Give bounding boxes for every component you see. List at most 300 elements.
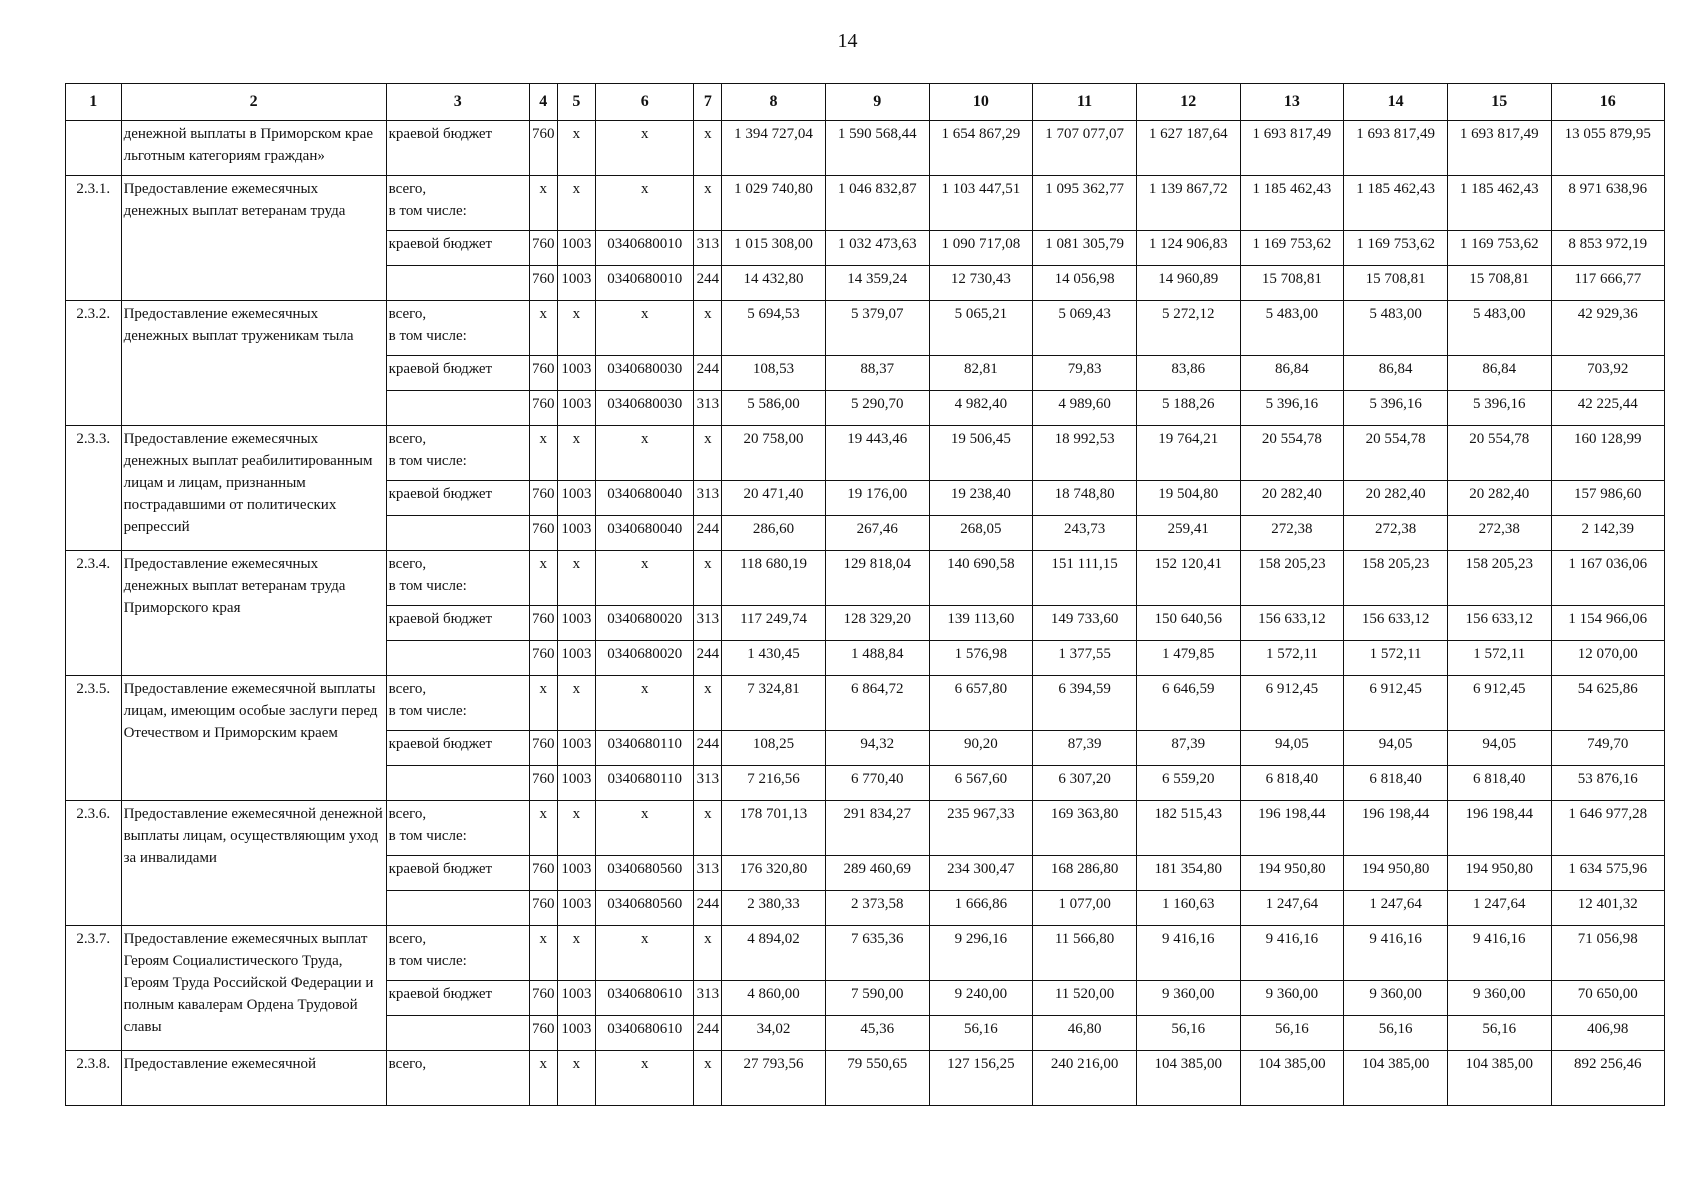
value-col-13: 196 198,44	[1240, 801, 1344, 856]
column-header-3: 3	[386, 84, 529, 121]
value-col-15: 5 483,00	[1447, 301, 1551, 356]
value-col-11: 1 077,00	[1033, 891, 1137, 926]
value-col-10: 1 666,86	[929, 891, 1033, 926]
value-col-11: 240 216,00	[1033, 1051, 1137, 1106]
code-c7: х	[694, 926, 722, 981]
value-col-8: 108,25	[722, 731, 826, 766]
table-row	[66, 426, 1665, 481]
code-c5: 1003	[557, 731, 595, 766]
funding-source: краевой бюджет	[386, 981, 529, 1016]
funding-source: краевой бюджет	[386, 731, 529, 766]
value-col-9: 1 590 568,44	[825, 121, 929, 176]
value-col-16: 12 401,32	[1551, 891, 1664, 926]
value-col-8: 7 216,56	[722, 766, 826, 801]
value-col-11: 151 111,15	[1033, 551, 1137, 606]
value-col-12: 9 416,16	[1136, 926, 1240, 981]
row-number	[66, 121, 122, 176]
value-col-9: 2 373,58	[825, 891, 929, 926]
value-col-9: 19 443,46	[825, 426, 929, 481]
code-c4: х	[529, 426, 557, 481]
code-c5: 1003	[557, 641, 595, 676]
value-col-9: 1 046 832,87	[825, 176, 929, 231]
table-row	[66, 676, 1665, 731]
value-col-8: 4 894,02	[722, 926, 826, 981]
code-c5: 1003	[557, 1016, 595, 1051]
value-col-8: 5 586,00	[722, 391, 826, 426]
header-row	[66, 84, 1665, 121]
code-c7: х	[694, 176, 722, 231]
row-number: 2.3.8.	[66, 1051, 122, 1106]
funding-source: всего, в том числе:	[386, 426, 529, 481]
value-col-10: 6 657,80	[929, 676, 1033, 731]
value-col-14: 9 360,00	[1344, 981, 1448, 1016]
code-c6: х	[596, 121, 694, 176]
funding-source: краевой бюджет	[386, 481, 529, 516]
value-col-8: 176 320,80	[722, 856, 826, 891]
funding-source: всего, в том числе:	[386, 301, 529, 356]
value-col-14: 1 572,11	[1344, 641, 1448, 676]
value-col-16: 1 634 575,96	[1551, 856, 1664, 891]
code-c5: 1003	[557, 606, 595, 641]
code-c4: 760	[529, 981, 557, 1016]
value-col-8: 2 380,33	[722, 891, 826, 926]
code-c7: 313	[694, 981, 722, 1016]
value-col-14: 5 396,16	[1344, 391, 1448, 426]
funding-source: всего, в том числе:	[386, 676, 529, 731]
code-c5: х	[557, 301, 595, 356]
value-col-16: 8 971 638,96	[1551, 176, 1664, 231]
value-col-14: 9 416,16	[1344, 926, 1448, 981]
value-col-15: 158 205,23	[1447, 551, 1551, 606]
value-col-10: 235 967,33	[929, 801, 1033, 856]
code-c5: 1003	[557, 266, 595, 301]
value-col-11: 5 069,43	[1033, 301, 1137, 356]
code-c6: 0340680610	[596, 981, 694, 1016]
value-col-16: 1 154 966,06	[1551, 606, 1664, 641]
code-c4: 760	[529, 606, 557, 641]
code-c7: 313	[694, 391, 722, 426]
value-col-10: 1 654 867,29	[929, 121, 1033, 176]
code-c7: х	[694, 801, 722, 856]
value-col-14: 86,84	[1344, 356, 1448, 391]
value-col-10: 5 065,21	[929, 301, 1033, 356]
code-c6: 0340680110	[596, 766, 694, 801]
value-col-12: 56,16	[1136, 1016, 1240, 1051]
value-col-8: 286,60	[722, 516, 826, 551]
code-c5: х	[557, 426, 595, 481]
value-col-10: 1 576,98	[929, 641, 1033, 676]
value-col-12: 19 504,80	[1136, 481, 1240, 516]
value-col-10: 19 238,40	[929, 481, 1033, 516]
value-col-10: 1 090 717,08	[929, 231, 1033, 266]
table-row	[66, 121, 1665, 176]
code-c7: 313	[694, 766, 722, 801]
code-c5: х	[557, 121, 595, 176]
column-header-14: 14	[1344, 84, 1448, 121]
value-col-15: 1 169 753,62	[1447, 231, 1551, 266]
value-col-13: 9 360,00	[1240, 981, 1344, 1016]
value-col-14: 194 950,80	[1344, 856, 1448, 891]
code-c7: 313	[694, 606, 722, 641]
column-header-5: 5	[557, 84, 595, 121]
value-col-9: 7 590,00	[825, 981, 929, 1016]
code-c5: х	[557, 176, 595, 231]
column-header-11: 11	[1033, 84, 1137, 121]
value-col-12: 9 360,00	[1136, 981, 1240, 1016]
value-col-12: 259,41	[1136, 516, 1240, 551]
value-col-8: 27 793,56	[722, 1051, 826, 1106]
value-col-12: 83,86	[1136, 356, 1240, 391]
value-col-9: 5 290,70	[825, 391, 929, 426]
code-c4: 760	[529, 356, 557, 391]
value-col-10: 139 113,60	[929, 606, 1033, 641]
value-col-9: 19 176,00	[825, 481, 929, 516]
value-col-11: 6 307,20	[1033, 766, 1137, 801]
value-col-11: 11 520,00	[1033, 981, 1137, 1016]
value-col-14: 56,16	[1344, 1016, 1448, 1051]
row-name: денежной выплаты в Приморском крае льготным категориям граждан»	[121, 121, 386, 176]
value-col-9: 1 488,84	[825, 641, 929, 676]
code-c6: х	[596, 676, 694, 731]
value-col-15: 196 198,44	[1447, 801, 1551, 856]
value-col-8: 108,53	[722, 356, 826, 391]
row-name: Предоставление ежемесячных выплат Героям Социалистического Труда, Героям Труда Российской Федерации и полным кавалерам Ордена Трудовой славы	[121, 926, 386, 1051]
code-c4: х	[529, 176, 557, 231]
table-body	[66, 121, 1665, 1106]
code-c4: 760	[529, 121, 557, 176]
code-c7: х	[694, 676, 722, 731]
value-col-8: 178 701,13	[722, 801, 826, 856]
code-c4: 760	[529, 481, 557, 516]
value-col-13: 94,05	[1240, 731, 1344, 766]
value-col-9: 291 834,27	[825, 801, 929, 856]
value-col-13: 272,38	[1240, 516, 1344, 551]
code-c5: х	[557, 551, 595, 606]
value-col-11: 168 286,80	[1033, 856, 1137, 891]
value-col-13: 20 554,78	[1240, 426, 1344, 481]
value-col-15: 104 385,00	[1447, 1051, 1551, 1106]
value-col-13: 5 483,00	[1240, 301, 1344, 356]
value-col-10: 90,20	[929, 731, 1033, 766]
value-col-13: 1 247,64	[1240, 891, 1344, 926]
value-col-16: 2 142,39	[1551, 516, 1664, 551]
code-c7: х	[694, 301, 722, 356]
value-col-16: 160 128,99	[1551, 426, 1664, 481]
code-c6: х	[596, 1051, 694, 1106]
code-c6: 0340680560	[596, 856, 694, 891]
value-col-10: 82,81	[929, 356, 1033, 391]
funding-source	[386, 766, 529, 801]
column-header-8: 8	[722, 84, 826, 121]
code-c6: 0340680560	[596, 891, 694, 926]
code-c6: 0340680010	[596, 231, 694, 266]
code-c6: х	[596, 551, 694, 606]
value-col-9: 14 359,24	[825, 266, 929, 301]
value-col-13: 9 416,16	[1240, 926, 1344, 981]
code-c7: 244	[694, 266, 722, 301]
column-header-2: 2	[121, 84, 386, 121]
code-c5: 1003	[557, 766, 595, 801]
funding-source	[386, 641, 529, 676]
value-col-10: 268,05	[929, 516, 1033, 551]
column-header-10: 10	[929, 84, 1033, 121]
column-header-7: 7	[694, 84, 722, 121]
value-col-10: 1 103 447,51	[929, 176, 1033, 231]
value-col-11: 1 081 305,79	[1033, 231, 1137, 266]
value-col-9: 88,37	[825, 356, 929, 391]
value-col-11: 46,80	[1033, 1016, 1137, 1051]
code-c4: х	[529, 551, 557, 606]
value-col-12: 152 120,41	[1136, 551, 1240, 606]
value-col-9: 45,36	[825, 1016, 929, 1051]
funding-source	[386, 266, 529, 301]
value-col-10: 127 156,25	[929, 1051, 1033, 1106]
code-c4: 760	[529, 891, 557, 926]
value-col-9: 1 032 473,63	[825, 231, 929, 266]
value-col-12: 1 124 906,83	[1136, 231, 1240, 266]
value-col-15: 9 360,00	[1447, 981, 1551, 1016]
value-col-14: 104 385,00	[1344, 1051, 1448, 1106]
value-col-13: 1 572,11	[1240, 641, 1344, 676]
row-number: 2.3.3.	[66, 426, 122, 551]
funding-source: краевой бюджет	[386, 231, 529, 266]
value-col-10: 4 982,40	[929, 391, 1033, 426]
value-col-16: 703,92	[1551, 356, 1664, 391]
row-number: 2.3.5.	[66, 676, 122, 801]
value-col-15: 15 708,81	[1447, 266, 1551, 301]
value-col-14: 272,38	[1344, 516, 1448, 551]
value-col-13: 15 708,81	[1240, 266, 1344, 301]
code-c6: х	[596, 176, 694, 231]
value-col-11: 4 989,60	[1033, 391, 1137, 426]
row-number: 2.3.7.	[66, 926, 122, 1051]
value-col-13: 1 169 753,62	[1240, 231, 1344, 266]
code-c6: 0340680040	[596, 481, 694, 516]
value-col-14: 5 483,00	[1344, 301, 1448, 356]
column-header-13: 13	[1240, 84, 1344, 121]
code-c6: х	[596, 801, 694, 856]
table-row	[66, 551, 1665, 606]
value-col-16: 157 986,60	[1551, 481, 1664, 516]
value-col-8: 118 680,19	[722, 551, 826, 606]
value-col-16: 42 929,36	[1551, 301, 1664, 356]
value-col-14: 6 912,45	[1344, 676, 1448, 731]
funding-source: краевой бюджет	[386, 356, 529, 391]
funding-source: всего, в том числе:	[386, 926, 529, 981]
code-c6: 0340680040	[596, 516, 694, 551]
value-col-12: 1 627 187,64	[1136, 121, 1240, 176]
code-c5: х	[557, 1051, 595, 1106]
value-col-13: 6 818,40	[1240, 766, 1344, 801]
value-col-8: 1 029 740,80	[722, 176, 826, 231]
value-col-11: 1 377,55	[1033, 641, 1137, 676]
value-col-11: 1 095 362,77	[1033, 176, 1137, 231]
code-c4: 760	[529, 641, 557, 676]
code-c4: х	[529, 801, 557, 856]
code-c4: 760	[529, 266, 557, 301]
table-row	[66, 176, 1665, 231]
value-col-8: 4 860,00	[722, 981, 826, 1016]
code-c4: 760	[529, 391, 557, 426]
row-name: Предоставление ежемесячной	[121, 1051, 386, 1106]
value-col-15: 20 554,78	[1447, 426, 1551, 481]
column-header-16: 16	[1551, 84, 1664, 121]
funding-source	[386, 516, 529, 551]
code-c7: 244	[694, 1016, 722, 1051]
value-col-11: 79,83	[1033, 356, 1137, 391]
row-name: Предоставление ежемесячной выплаты лицам, имеющим особые заслуги перед Отечеством и Приморским краем	[121, 676, 386, 801]
code-c4: х	[529, 1051, 557, 1106]
code-c5: 1003	[557, 516, 595, 551]
code-c6: х	[596, 426, 694, 481]
value-col-16: 70 650,00	[1551, 981, 1664, 1016]
value-col-15: 1 247,64	[1447, 891, 1551, 926]
value-col-12: 6 646,59	[1136, 676, 1240, 731]
code-c4: х	[529, 676, 557, 731]
funding-source	[386, 891, 529, 926]
value-col-13: 1 185 462,43	[1240, 176, 1344, 231]
value-col-16: 892 256,46	[1551, 1051, 1664, 1106]
value-col-15: 56,16	[1447, 1016, 1551, 1051]
value-col-13: 6 912,45	[1240, 676, 1344, 731]
value-col-12: 5 188,26	[1136, 391, 1240, 426]
column-header-1: 1	[66, 84, 122, 121]
value-col-16: 42 225,44	[1551, 391, 1664, 426]
value-col-9: 128 329,20	[825, 606, 929, 641]
value-col-13: 1 693 817,49	[1240, 121, 1344, 176]
value-col-14: 6 818,40	[1344, 766, 1448, 801]
value-col-12: 1 479,85	[1136, 641, 1240, 676]
value-col-13: 86,84	[1240, 356, 1344, 391]
value-col-16: 749,70	[1551, 731, 1664, 766]
funding-source: краевой бюджет	[386, 856, 529, 891]
column-header-15: 15	[1447, 84, 1551, 121]
value-col-8: 5 694,53	[722, 301, 826, 356]
code-c6: х	[596, 301, 694, 356]
value-col-14: 196 198,44	[1344, 801, 1448, 856]
row-name: Предоставление ежемесячных денежных выплат труженикам тыла	[121, 301, 386, 426]
code-c4: 760	[529, 766, 557, 801]
value-col-8: 1 430,45	[722, 641, 826, 676]
value-col-10: 9 240,00	[929, 981, 1033, 1016]
row-name: Предоставление ежемесячных денежных выплат ветеранам труда	[121, 176, 386, 301]
funding-source	[386, 1016, 529, 1051]
value-col-12: 150 640,56	[1136, 606, 1240, 641]
code-c6: 0340680020	[596, 641, 694, 676]
value-col-12: 87,39	[1136, 731, 1240, 766]
value-col-12: 182 515,43	[1136, 801, 1240, 856]
value-col-15: 6 912,45	[1447, 676, 1551, 731]
code-c5: 1003	[557, 231, 595, 266]
value-col-13: 104 385,00	[1240, 1051, 1344, 1106]
value-col-15: 94,05	[1447, 731, 1551, 766]
code-c4: х	[529, 301, 557, 356]
value-col-14: 156 633,12	[1344, 606, 1448, 641]
column-header-6: 6	[596, 84, 694, 121]
code-c4: 760	[529, 856, 557, 891]
value-col-14: 20 282,40	[1344, 481, 1448, 516]
value-col-11: 14 056,98	[1033, 266, 1137, 301]
value-col-12: 6 559,20	[1136, 766, 1240, 801]
row-name: Предоставление ежемесячной денежной выплаты лицам, осуществляющим уход за инвалидами	[121, 801, 386, 926]
value-col-9: 129 818,04	[825, 551, 929, 606]
code-c6: 0340680030	[596, 356, 694, 391]
page-number: 14	[837, 30, 858, 52]
value-col-12: 104 385,00	[1136, 1051, 1240, 1106]
value-col-10: 9 296,16	[929, 926, 1033, 981]
code-c4: 760	[529, 731, 557, 766]
value-col-13: 158 205,23	[1240, 551, 1344, 606]
code-c5: х	[557, 676, 595, 731]
value-col-16: 53 876,16	[1551, 766, 1664, 801]
code-c7: 244	[694, 356, 722, 391]
value-col-15: 194 950,80	[1447, 856, 1551, 891]
value-col-9: 94,32	[825, 731, 929, 766]
value-col-11: 18 992,53	[1033, 426, 1137, 481]
value-col-11: 11 566,80	[1033, 926, 1137, 981]
value-col-15: 1 693 817,49	[1447, 121, 1551, 176]
value-col-13: 56,16	[1240, 1016, 1344, 1051]
value-col-8: 1 015 308,00	[722, 231, 826, 266]
value-col-10: 56,16	[929, 1016, 1033, 1051]
value-col-16: 117 666,77	[1551, 266, 1664, 301]
code-c6: 0340680030	[596, 391, 694, 426]
code-c7: х	[694, 1051, 722, 1106]
code-c5: х	[557, 801, 595, 856]
budget-table	[65, 83, 1665, 1106]
value-col-11: 169 363,80	[1033, 801, 1137, 856]
value-col-8: 117 249,74	[722, 606, 826, 641]
funding-source: всего,	[386, 1051, 529, 1106]
code-c7: 313	[694, 856, 722, 891]
code-c6: х	[596, 926, 694, 981]
value-col-15: 86,84	[1447, 356, 1551, 391]
funding-source: всего, в том числе:	[386, 551, 529, 606]
code-c4: 760	[529, 231, 557, 266]
table-row	[66, 1051, 1665, 1106]
value-col-12: 5 272,12	[1136, 301, 1240, 356]
value-col-10: 140 690,58	[929, 551, 1033, 606]
code-c7: 244	[694, 731, 722, 766]
value-col-8: 34,02	[722, 1016, 826, 1051]
value-col-16: 54 625,86	[1551, 676, 1664, 731]
funding-source: всего, в том числе:	[386, 801, 529, 856]
value-col-9: 6 864,72	[825, 676, 929, 731]
code-c5: 1003	[557, 891, 595, 926]
value-col-10: 19 506,45	[929, 426, 1033, 481]
value-col-14: 1 693 817,49	[1344, 121, 1448, 176]
value-col-14: 1 169 753,62	[1344, 231, 1448, 266]
funding-source: всего, в том числе:	[386, 176, 529, 231]
value-col-13: 194 950,80	[1240, 856, 1344, 891]
code-c4: 760	[529, 1016, 557, 1051]
value-col-14: 1 247,64	[1344, 891, 1448, 926]
row-number: 2.3.1.	[66, 176, 122, 301]
table-row	[66, 801, 1665, 856]
value-col-15: 9 416,16	[1447, 926, 1551, 981]
column-header-12: 12	[1136, 84, 1240, 121]
value-col-12: 1 160,63	[1136, 891, 1240, 926]
value-col-8: 20 758,00	[722, 426, 826, 481]
value-col-16: 1 646 977,28	[1551, 801, 1664, 856]
code-c5: 1003	[557, 356, 595, 391]
value-col-15: 20 282,40	[1447, 481, 1551, 516]
value-col-16: 13 055 879,95	[1551, 121, 1664, 176]
column-header-4: 4	[529, 84, 557, 121]
table-row	[66, 301, 1665, 356]
value-col-14: 20 554,78	[1344, 426, 1448, 481]
value-col-9: 79 550,65	[825, 1051, 929, 1106]
